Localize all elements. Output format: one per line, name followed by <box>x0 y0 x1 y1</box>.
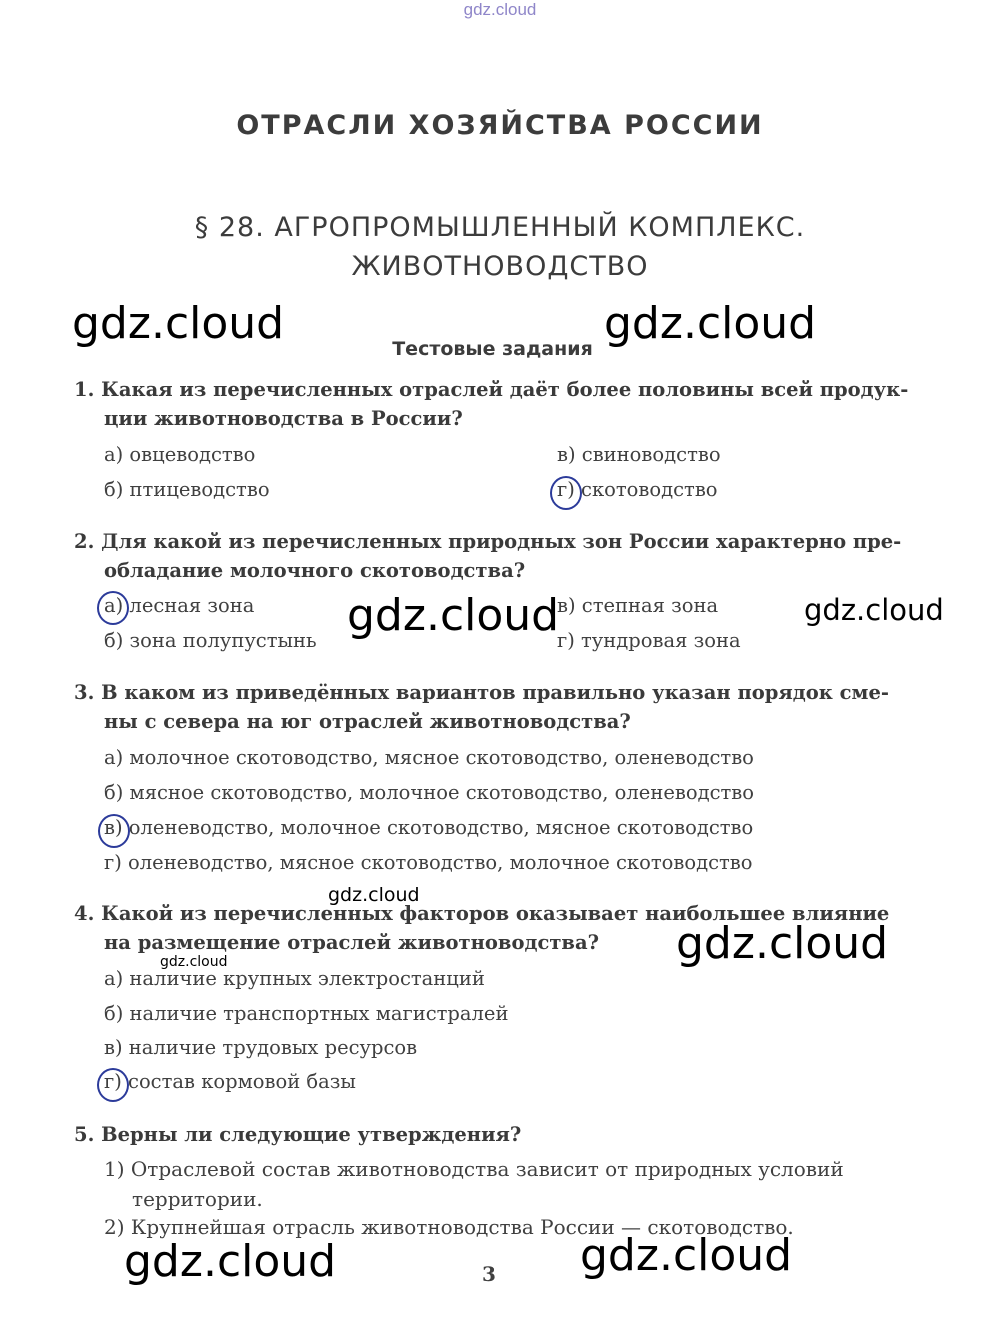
section-title-line2: ЖИВОТНОВОДСТВО <box>351 251 649 282</box>
q2-option-a: а) лесная зона <box>104 594 255 617</box>
q1-option-b: б) птицеводство <box>104 478 270 501</box>
q4-option-g: г) состав кормовой базы <box>104 1070 356 1093</box>
q2-option-g: г) тундровая зона <box>557 629 741 652</box>
chapter-title: ОТРАСЛИ ХОЗЯЙСТВА РОССИИ <box>236 110 764 141</box>
question-4-line1: 4. Какой из перечисленных факторов оказывает наибольшее влияние <box>74 902 890 925</box>
q1-option-a: а) овцеводство <box>104 443 256 466</box>
q1-option-g: г) скотоводство <box>557 478 718 501</box>
q2-option-b: б) зона полупустынь <box>104 629 317 652</box>
subheading: Тестовые задания <box>392 338 593 360</box>
question-2-line2: обладание молочного скотоводства? <box>104 559 526 582</box>
answer-circle-q3 <box>98 814 130 848</box>
answer-circle-q2 <box>97 591 129 625</box>
q3-option-a: а) молочное скотоводство, мясное скотоводство, оленеводство <box>104 746 754 769</box>
section-title-line1: § 28. АГРОПРОМЫШЛЕННЫЙ КОМПЛЕКС. <box>194 212 806 243</box>
answer-circle-q4 <box>97 1068 129 1102</box>
q3-option-v: в) оленеводство, молочное скотоводство, мясное скотоводство <box>104 816 754 839</box>
watermark: gdz.cloud <box>72 298 285 349</box>
question-3-line1: 3. В каком из приведённых вариантов правильно указан порядок сме- <box>74 681 889 704</box>
answer-circle-q1 <box>550 476 582 510</box>
page-number: 3 <box>482 1262 496 1286</box>
q2-option-v: в) степная зона <box>557 594 719 617</box>
watermark: gdz.cloud <box>580 1230 793 1281</box>
watermark: gdz.cloud <box>676 918 889 969</box>
q4-option-v: в) наличие трудовых ресурсов <box>104 1036 418 1059</box>
question-4-line2: на размещение отраслей животноводства? <box>104 931 600 954</box>
watermark: gdz.cloud <box>804 593 944 627</box>
q4-option-b: б) наличие транспортных магистралей <box>104 1002 509 1025</box>
question-1-line2: ции животноводства в России? <box>104 407 463 430</box>
q3-option-b: б) мясное скотоводство, молочное скотоводство, оленеводство <box>104 781 755 804</box>
watermark: gdz.cloud <box>124 1236 337 1287</box>
question-1-line1: 1. Какая из перечисленных отраслей даёт более половины всей продук- <box>74 378 909 401</box>
watermark: gdz.cloud <box>160 954 228 970</box>
question-3-line2: ны с севера на юг отраслей животноводства? <box>104 710 631 733</box>
watermark: gdz.cloud <box>328 884 420 906</box>
watermark: gdz.cloud <box>604 298 817 349</box>
q4-option-a: а) наличие крупных электростанций <box>104 967 485 990</box>
q5-statement-1: 1) Отраслевой состав животноводства зависит от природных условий <box>104 1157 844 1181</box>
top-watermark: gdz.cloud <box>463 0 537 19</box>
q5-statement-2: 2) Крупнейшая отрасль животноводства России — скотоводство. <box>104 1215 794 1239</box>
q5-statement-1-cont: территории. <box>132 1187 263 1211</box>
q3-option-g: г) оленеводство, мясное скотоводство, молочное скотоводство <box>104 851 753 874</box>
question-5-line1: 5. Верны ли следующие утверждения? <box>74 1123 522 1146</box>
watermark: gdz.cloud <box>347 590 560 641</box>
q1-option-v: в) свиноводство <box>557 443 721 466</box>
question-2-line1: 2. Для какой из перечисленных природных зон России характерно пре- <box>74 530 902 553</box>
